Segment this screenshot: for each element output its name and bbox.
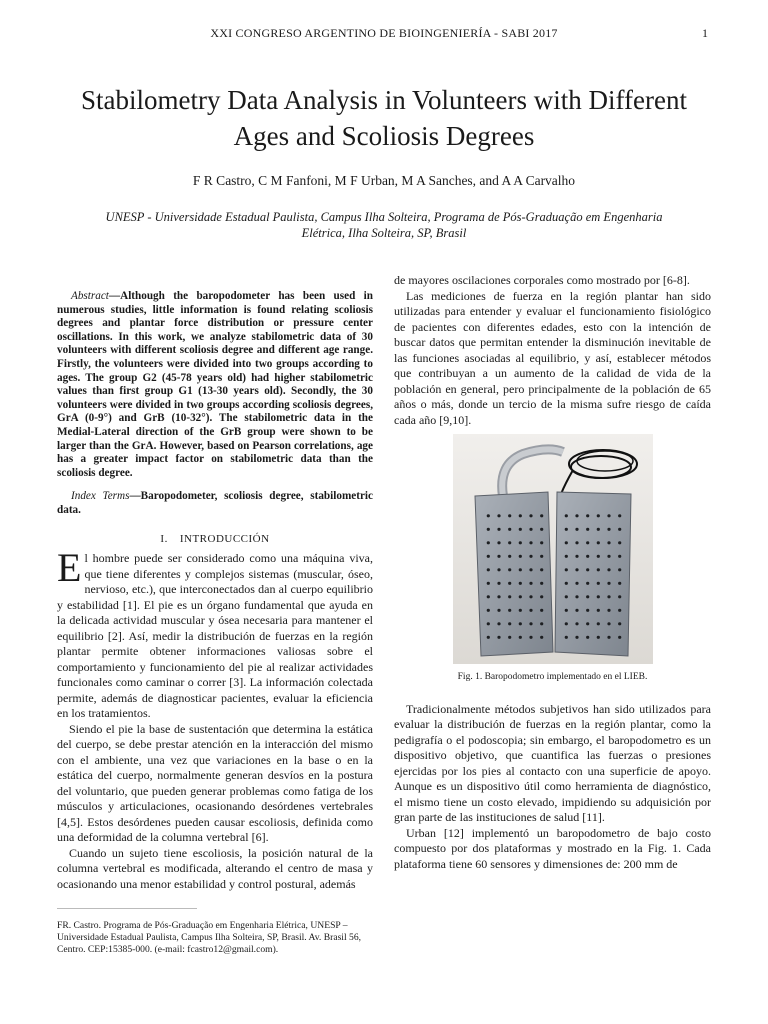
sensor-dot: [618, 595, 621, 598]
sensor-dot: [540, 541, 543, 544]
sensor-dot: [518, 528, 521, 531]
intro-paragraph-1: [57, 545, 373, 722]
left-column: [57, 290, 373, 892]
sensor-dot: [586, 528, 589, 531]
baropodometer-photo: [453, 434, 653, 664]
sensor-dot: [540, 595, 543, 598]
sensor-dot: [497, 555, 500, 558]
sensor-dot: [497, 636, 500, 639]
sensor-dot: [618, 528, 621, 531]
sensor-dot: [564, 568, 567, 571]
sensor-dot: [575, 555, 578, 558]
sensor-dot: [486, 636, 489, 639]
sensor-dot: [529, 609, 532, 612]
sensor-dot: [540, 622, 543, 625]
sensor-dot: [575, 595, 578, 598]
sensor-dot: [618, 555, 621, 558]
sensor-dot: [508, 582, 511, 585]
sensor-dot: [497, 622, 500, 625]
affiliation: UNESP - Universidade Estadual Paulista, Campus Ilha Solteira, Programa de Pós-Graduação em Engenharia Elétrica, Ilha Solteira, SP, Brasil: [105, 210, 663, 240]
sensor-dot: [618, 636, 621, 639]
sensor-dot: [486, 568, 489, 571]
sensor-dot: [529, 555, 532, 558]
sensor-dot: [518, 514, 521, 517]
sensor-dot: [596, 528, 599, 531]
sensor-dot: [529, 595, 532, 598]
section-title: INTRODUCCIÓN: [179, 532, 270, 545]
paper-title: Stabilometry Data Analysis in Volunteers with Different Ages and Scoliosis Degrees: [81, 85, 687, 151]
intro-paragraph-3: Cuando un sujeto tiene escoliosis, la posición natural de la columna vertebral es modificada, alterando el centro de masa y ocasionando una menor estabilidad y control postural, además: [57, 845, 373, 891]
sensor-dot: [564, 622, 567, 625]
sensor-dot: [540, 609, 543, 612]
sensor-dot: [575, 514, 578, 517]
sensor-dot: [518, 541, 521, 544]
sensor-dot: [596, 609, 599, 612]
sensor-dot: [607, 636, 610, 639]
sensor-dot: [607, 514, 610, 517]
right-paragraph-2: Tradicionalmente métodos subjetivos han sido utilizados para evaluar la distribución de fuerzas en la región plantar, como la pedigrafía o el podoscopia; sin embargo, el baropodometro es un dispositivo objetivo, que cuantifica las fuerzas o presiones ejercidas por los pies al contacto con una superficie de apoyo. Aunque es un dispositivo útil como herramienta de diagnóstico, el mismo tiene un costo elevado, impidiendo su adquisición por gran parte de las instituciones de salud [11].: [394, 701, 711, 824]
sensor-dot: [607, 541, 610, 544]
sensor-dot: [596, 555, 599, 558]
sensor-dot: [497, 568, 500, 571]
sensor-dot: [618, 582, 621, 585]
sensor-dot: [575, 528, 578, 531]
sensor-dot: [518, 622, 521, 625]
right-paragraph-0: de mayores oscilaciones corporales como mostrado por [6-8].: [394, 273, 690, 287]
sensor-dot: [596, 622, 599, 625]
footnote: FR. Castro. Programa de Pós-Graduação em Engenharia Elétrica, UNESP – Universidade Estadual Paulista, Campus Ilha Solteira, SP, Brasil. Av. Brasil 56, Centro. CEP:15385-000. (e-mail: fcastro12@gmail.com).: [57, 920, 362, 955]
sensor-dot: [607, 555, 610, 558]
sensor-dot: [586, 555, 589, 558]
sensor-dot: [518, 609, 521, 612]
sensor-dot: [540, 555, 543, 558]
drop-cap: E: [57, 545, 82, 590]
sensor-dot: [497, 582, 500, 585]
sensor-dot: [618, 609, 621, 612]
sensor-dot: [518, 582, 521, 585]
sensor-dot: [575, 582, 578, 585]
sensor-dot: [586, 636, 589, 639]
sensor-dot: [486, 622, 489, 625]
sensor-dot: [486, 541, 489, 544]
sensor-dot: [540, 582, 543, 585]
sensor-dot: [518, 568, 521, 571]
sensor-dot: [540, 568, 543, 571]
sensor-dot: [586, 582, 589, 585]
running-head: XXI CONGRESO ARGENTINO DE BIOINGENIERÍA - SABI 2017: [210, 26, 558, 40]
sensor-dot: [529, 514, 532, 517]
sensor-dot: [508, 609, 511, 612]
sensor-dot: [607, 528, 610, 531]
abstract: [57, 290, 373, 480]
sensor-dot: [486, 514, 489, 517]
sensor-dot: [564, 528, 567, 531]
sensor-dot: [529, 541, 532, 544]
sensor-dot: [529, 568, 532, 571]
sensor-dot: [596, 514, 599, 517]
sensor-dot: [508, 622, 511, 625]
sensor-dot: [586, 609, 589, 612]
sensor-dot: [586, 622, 589, 625]
index-terms-text: —Baropodometer, scoliosis degree, stabilometric data.: [57, 490, 373, 516]
sensor-dot: [540, 514, 543, 517]
sensor-dot: [564, 582, 567, 585]
sensor-dot: [586, 541, 589, 544]
sensor-dot: [607, 595, 610, 598]
right-column: [394, 273, 711, 872]
sensor-dot: [540, 636, 543, 639]
sensor-dot: [618, 622, 621, 625]
sensor-dot: [596, 582, 599, 585]
sensor-dot: [529, 528, 532, 531]
sensor-dot: [618, 568, 621, 571]
sensor-dot: [618, 541, 621, 544]
sensor-dot: [497, 541, 500, 544]
section-heading: [57, 532, 373, 548]
intro-paragraph-2: Siendo el pie la base de sustentación que determina la estática del cuerpo, se debe prestar atención en la interacción del mismo con el ambiente, una vez que variaciones en la base o en la estática del cuerpo, normalmente generan desvíos en la postura del voluntario, que pueden generar problemas como fatiga de los músculos y articulaciones, ocasionando desórdenes vertebrales [4,5]. Estos desórdenes pueden causar escoliosis, definida como una deformidad de la columna vertebral [6].: [57, 721, 373, 844]
sensor-dot: [486, 609, 489, 612]
sensor-dot: [486, 582, 489, 585]
sensor-dot: [564, 636, 567, 639]
sensor-dot: [497, 595, 500, 598]
footnote-divider: [57, 908, 197, 909]
sensor-dot: [586, 568, 589, 571]
index-terms: [57, 490, 373, 517]
sensor-dot: [564, 609, 567, 612]
sensor-dot: [596, 595, 599, 598]
abstract-text: —Although the baropodometer has been used in numerous studies, little information is found relating scoliosis degrees and plantar force distribution or pressure center oscillations. In this work, we analyze stabilometric data of 30 volunteers with different scoliosis degree and different age range. Firstly, the volunteers were divided into two groups according to ages. The group G2 (45-78 years old) had higher stabilometric values than first group G1 (13-30 years old). Secondly, the 30 volunteers were divided in two groups according scoliosis degrees, GrA (0-9°) and GrB (10-32°). The stabilometric data in the Medial-Lateral direction of the GrB group were shown to be larger than the GrA. However, based on Pearson correlations, age has a greater impact factor on stabilometric data than the scoliosis degree.: [57, 290, 373, 479]
sensor-dot: [586, 514, 589, 517]
sensor-dot: [508, 595, 511, 598]
sensor-dot: [508, 568, 511, 571]
sensor-dot: [486, 595, 489, 598]
sensor-dot: [518, 555, 521, 558]
sensor-dot: [575, 636, 578, 639]
right-paragraph-1: Las mediciones de fuerza en la región plantar han sido utilizadas para entender y evaluar el funcionamiento fisiológico de pacientes con diferentes edades, esto con la intención de buscar datos que permitan entender la disminución inevitable de las funciones asociadas al equilibrio, y así, establecer métodos que contribuyan a un aumento de la calidad de vida de la población en general, pero principalmente de la población de 65 años o más, donde un tercio de la misma sufre riesgo de caída cada año [9,10].: [394, 288, 711, 427]
section-number: I.: [160, 532, 168, 545]
sensor-dot: [508, 636, 511, 639]
sensor-dot: [497, 528, 500, 531]
index-terms-label: Index Terms: [71, 490, 130, 503]
right-paragraph-3: Urban [12] implementó un baropodometro de bajo costo compuesto por dos plataformas y mostrado en la Fig. 1. Cada plataforma tiene 60 sensores y dimensiones de: 200 mm de: [394, 825, 711, 871]
sensor-dot: [486, 555, 489, 558]
abstract-label: Abstract: [71, 290, 109, 302]
sensor-dot: [575, 622, 578, 625]
sensor-dot: [508, 528, 511, 531]
sensor-dot: [575, 609, 578, 612]
sensor-dot: [575, 568, 578, 571]
sensor-dot: [596, 541, 599, 544]
sensor-dot: [596, 568, 599, 571]
sensor-dot: [564, 514, 567, 517]
sensor-dot: [529, 636, 532, 639]
page-number: 1: [702, 26, 708, 40]
sensor-dot: [518, 636, 521, 639]
sensor-dot: [564, 541, 567, 544]
sensor-dot: [575, 541, 578, 544]
sensor-dot: [540, 528, 543, 531]
sensor-dot: [508, 555, 511, 558]
sensor-dot: [508, 514, 511, 517]
sensor-dot: [497, 514, 500, 517]
baropodometer-figure: [453, 434, 653, 664]
sensor-dot: [518, 595, 521, 598]
sensor-dot: [607, 609, 610, 612]
sensor-dot: [564, 555, 567, 558]
figure-caption: Fig. 1. Baropodometro implementado en el LIEB.: [457, 672, 648, 682]
sensor-dot: [529, 582, 532, 585]
sensor-dot: [618, 514, 621, 517]
sensor-dot: [564, 595, 567, 598]
sensor-dot: [529, 622, 532, 625]
author-list: F R Castro, C M Fanfoni, M F Urban, M A Sanches, and A A Carvalho: [192, 173, 576, 188]
intro-paragraph-1-text: l hombre puede ser considerado como una máquina viva, que tiene diferentes y complejos sistemas (muscular, óseo, nervioso, etc.), que interconectados dan al cuerpo equilibrio y estabilidad [1]. El pie es un órgano fundamental que ayuda en la delicada actividad muscular y ósea necesaria para mantener el equilibrio [2]. Así, medir la distribución de fuerzas en la región plantar permite obtener informaciones valiosas sobre el comportamiento y funcionamiento del pie al realizar actividades funcionales como caminar o correr [3]. La información colectada permite, además de diagnosticar pacientes, evaluar la eficiencia en los tratamientos.: [57, 551, 373, 720]
sensor-dot: [497, 609, 500, 612]
sensor-dot: [607, 568, 610, 571]
sensor-dot: [596, 636, 599, 639]
sensor-dot: [607, 582, 610, 585]
sensor-dot: [607, 622, 610, 625]
sensor-dot: [486, 528, 489, 531]
sensor-dot: [508, 541, 511, 544]
sensor-dot: [586, 595, 589, 598]
